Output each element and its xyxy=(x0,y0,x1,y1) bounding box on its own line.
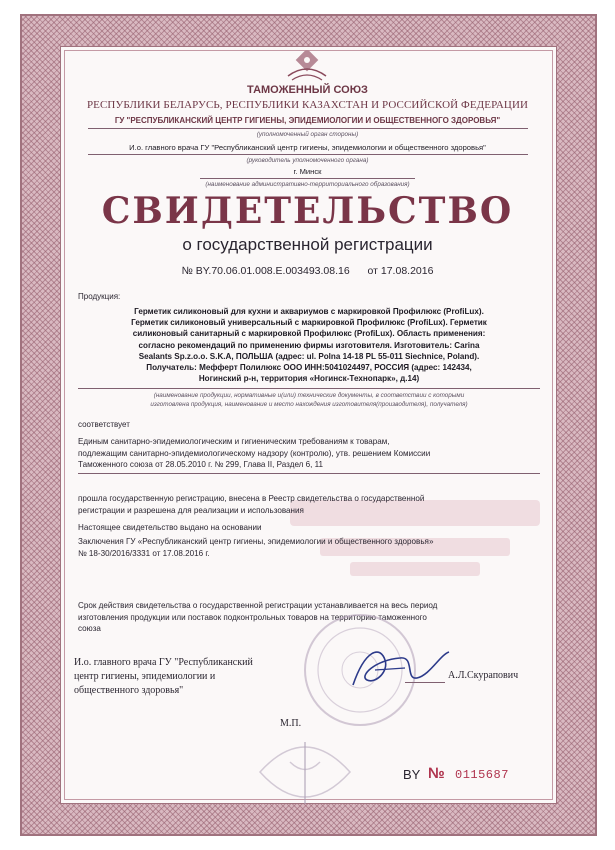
product-line: Sealants Sp.z.o.o. S.K.A, ПОЛЬША (адрес: ul. Polna 14-18 PL 55-011 Siechnice, Poland). xyxy=(138,351,480,361)
signatory-position-line: общественного здоровья" xyxy=(74,685,184,696)
registration-number xyxy=(0,265,615,277)
republics-line: РЕСПУБЛИКИ БЕЛАРУСЬ, РЕСПУБЛИКИ КАЗАХСТАН И РОССИЙСКОЙ ФЕДЕРАЦИИ xyxy=(86,99,529,111)
signatory-position-line: центр гигиены, эпидемиологии и xyxy=(74,671,216,682)
certificate-subtitle: о государственной регистрации xyxy=(182,235,433,254)
serial-number: 0115687 xyxy=(455,768,509,782)
basis-text xyxy=(78,536,543,559)
head-hint: (руководитель уполномоченного органа) xyxy=(246,157,369,164)
product-hint-line: изготовлена продукция, наименование и место нахождения изготовителя(производителя), получателя) xyxy=(150,401,468,408)
city-hint: (наименование административно-территориального образования) xyxy=(205,181,410,188)
signatory-position xyxy=(74,656,294,698)
basis-line: № 18-30/2016/3331 от 17.08.2016 г. xyxy=(78,548,210,558)
conformity-text xyxy=(78,436,543,471)
conformity-line: подлежащим санитарно-эпидемиологическому надзору (контролю), утв. решением Комиссии xyxy=(78,448,431,458)
issuer-name: ГУ "РЕСПУБЛИКАНСКИЙ ЦЕНТР ГИГИЕНЫ, ЭПИДЕМИОЛОГИИ И ОБЩЕСТВЕННОГО ЗДОРОВЬЯ" xyxy=(114,116,501,125)
validity-line: Срок действия свидетельства о государственной регистрации устанавливается на весь период xyxy=(78,601,438,610)
validity-line: союза xyxy=(78,624,101,633)
union-title: ТАМОЖЕННЫЙ СОЮЗ xyxy=(247,84,368,96)
product-line: Ногинский р-н, территория «Ногинск-Технопарк», д.14) xyxy=(198,374,420,384)
issuer-rule xyxy=(88,128,528,129)
certificate-title: СВИДЕТЕЛЬСТВО xyxy=(101,190,514,232)
city-rule xyxy=(200,178,415,179)
registration-statement-line: прошла государственную регистрацию, внесена в Реестр свидетельства о государственной xyxy=(78,494,425,503)
registration-date: от 17.08.2016 xyxy=(367,265,434,277)
registration-statement xyxy=(78,493,543,516)
serial-series: BY xyxy=(403,767,421,782)
product-line: Герметик силиконовый для кухни и аквариумов с маркировкой Профилюкс (ProfiLux). xyxy=(134,307,484,316)
conformity-line: Таможенного союза от 28.05.2010 г. № 299, Глава II, Раздел 6, 11 xyxy=(78,460,324,469)
head-of-authority: И.о. главного врача ГУ "Республиканский центр гигиены, эпидемиологии и общественного здоровья" xyxy=(129,143,486,152)
customs-union-emblem-icon xyxy=(282,50,332,86)
seal-emblem-icon xyxy=(250,732,360,812)
product-label: Продукция: xyxy=(78,292,121,301)
basis-line: Заключения ГУ «Республиканский центр гигиены, эпидемиологии и общественного здоровья» xyxy=(78,537,434,546)
signature-rule xyxy=(405,682,445,683)
conformity-line: Единым санитарно-эпидемиологическим и гигиеническим требованиям к товарам, xyxy=(78,437,390,446)
conformity-rule xyxy=(78,473,540,474)
product-description xyxy=(78,306,540,384)
validity-line: изготовления продукции или поставок подконтрольных товаров на территорию таможенного xyxy=(78,612,427,622)
signatory-name: А.Л.Скурапович xyxy=(448,670,519,681)
serial-number-sign: № xyxy=(428,765,445,782)
conformity-label: соответствует xyxy=(78,420,130,429)
handwritten-signature-icon xyxy=(345,640,455,695)
product-hint-line: (наименование продукции, нормативные и(или) технические документы, в соответствии с которыми xyxy=(153,392,465,399)
basis-label: Настоящее свидетельство выдано на основании xyxy=(78,523,262,532)
product-rule xyxy=(78,388,540,389)
registration-number-value: № BY.70.06.01.008.E.003493.08.16 xyxy=(181,265,350,277)
product-hint xyxy=(78,391,540,409)
registration-statement-line: регистрации и разрешена для реализации и использования xyxy=(78,505,304,515)
stamp-label: М.П. xyxy=(280,718,302,729)
head-rule xyxy=(88,154,528,155)
product-line: Получатель: Мефферт Полилюкс ООО ИНН:5041024497, РОССИЯ (адрес: 142434, xyxy=(146,363,472,373)
issuer-hint: (уполномоченный орган стороны) xyxy=(256,131,359,138)
signatory-position-line: И.о. главного врача ГУ "Республиканский xyxy=(74,657,253,668)
product-line: Герметик силиконовый универсальный с маркировкой Профилюкс (ProfiLux). Герметик xyxy=(131,318,487,328)
product-line: силиконовый санитарный с маркировкой Профилюкс (ProfiLux). Область применения: xyxy=(132,329,486,339)
product-line: согласно рекомендаций по применению фирмы изготовителя. Изготовитель: Carina xyxy=(138,340,480,350)
city: г. Минск xyxy=(293,167,322,176)
